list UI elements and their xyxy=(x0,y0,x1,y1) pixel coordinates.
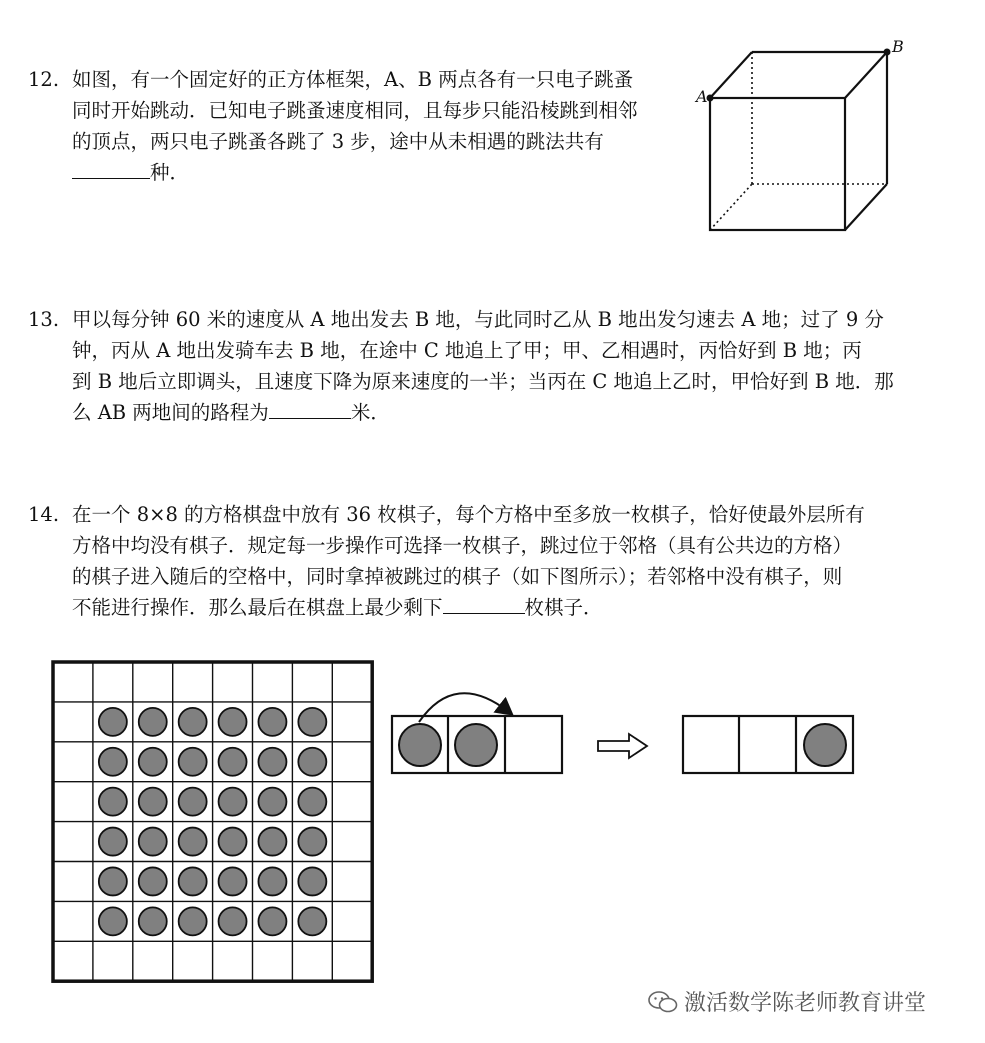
board-piece xyxy=(219,867,247,895)
board-piece xyxy=(99,867,127,895)
board-piece xyxy=(179,828,207,856)
board-piece xyxy=(139,828,167,856)
wechat-icon xyxy=(648,990,678,1014)
board-piece xyxy=(219,708,247,736)
board-piece xyxy=(298,788,326,816)
board-piece xyxy=(298,907,326,935)
board-piece xyxy=(99,788,127,816)
board-piece xyxy=(179,907,207,935)
board-piece xyxy=(179,748,207,776)
board-piece xyxy=(258,748,286,776)
board-piece xyxy=(219,788,247,816)
problem-text-line: 方格中均没有棋子．规定每一步操作可选择一枚棋子，跳过位于邻格（具有公共边的方格） xyxy=(72,534,853,557)
vertex-b-label: B xyxy=(892,37,904,56)
chessboard-8x8 xyxy=(50,659,375,984)
board-piece xyxy=(219,907,247,935)
board-piece xyxy=(179,867,207,895)
watermark-text: 激活数学陈老师教育讲堂 xyxy=(684,991,927,1016)
board-piece xyxy=(298,828,326,856)
board-piece xyxy=(99,748,127,776)
problem-number: 12. xyxy=(28,68,60,91)
vertex-b-dot xyxy=(884,49,891,56)
answer-blank[interactable] xyxy=(72,158,150,179)
problem-12 xyxy=(28,64,638,188)
board-piece xyxy=(139,748,167,776)
jump-before-figure xyxy=(385,700,570,780)
board-piece xyxy=(219,828,247,856)
board-piece xyxy=(99,907,127,935)
vertex-a-label: A xyxy=(696,87,708,106)
cube-hidden-edges xyxy=(710,52,887,230)
board-piece xyxy=(258,828,286,856)
problem-text-line: 如图，有一个固定好的正方体框架，A、B 两点各有一只电子跳蚤 xyxy=(72,68,634,91)
answer-blank[interactable] xyxy=(269,398,351,419)
problem-text-line: 么 AB 两地间的路程为 xyxy=(72,401,269,424)
answer-blank[interactable] xyxy=(443,593,525,614)
board-piece xyxy=(258,907,286,935)
board-piece xyxy=(99,828,127,856)
problem-text-suffix: 枚棋子． xyxy=(524,596,603,619)
problem-text-line: 到 B 地后立即调头，且速度下降为原来速度的一半；当丙在 C 地追上乙时，甲恰好到 B 地．那 xyxy=(72,370,894,393)
cube-edge xyxy=(710,52,752,98)
problem-text-suffix: 米． xyxy=(350,401,390,424)
board-piece xyxy=(298,708,326,736)
problem-text-line: 的顶点，两只电子跳蚤各跳了 3 步，途中从未相遇的跳法共有 xyxy=(72,130,604,153)
cube-edge xyxy=(845,52,887,98)
board-piece xyxy=(139,867,167,895)
game-piece xyxy=(455,724,497,766)
problem-text-line: 甲以每分钟 60 米的速度从 A 地出发去 B 地，与此同时乙从 B 地出发匀速去 A 地；过了 9 分 xyxy=(72,308,884,331)
problem-text-line: 在一个 8×8 的方格棋盘中放有 36 枚棋子，每个方格中至多放一枚棋子，恰好使最外层所有 xyxy=(72,503,865,526)
problem-number: 14. xyxy=(28,503,60,526)
problem-text-suffix: 种． xyxy=(150,161,190,184)
board-piece xyxy=(298,867,326,895)
game-piece xyxy=(399,724,441,766)
game-piece xyxy=(804,724,846,766)
problem-text-line: 不能进行操作．那么最后在棋盘上最少剩下 xyxy=(72,596,443,619)
cube-front-face xyxy=(710,98,845,230)
problem-text-line: 钟，丙从 A 地出发骑车去 B 地，在途中 C 地追上了甲；甲、乙相遇时，丙恰好到 B 地；丙 xyxy=(72,339,862,362)
board-piece xyxy=(139,788,167,816)
jump-arrow xyxy=(419,693,509,722)
problem-13 xyxy=(28,304,894,428)
board-piece xyxy=(179,708,207,736)
board-piece xyxy=(179,788,207,816)
board-piece xyxy=(139,708,167,736)
jump-after-figure xyxy=(680,714,860,776)
cube-figure xyxy=(690,36,920,236)
board-piece xyxy=(258,708,286,736)
board-piece xyxy=(99,708,127,736)
board-piece xyxy=(258,867,286,895)
cube-edge xyxy=(845,184,887,230)
transform-arrow-icon xyxy=(597,733,649,759)
board-piece xyxy=(258,788,286,816)
board-piece xyxy=(139,907,167,935)
problem-number: 13. xyxy=(28,308,60,331)
problem-14 xyxy=(28,499,865,623)
problem-text-line: 同时开始跳动．已知电子跳蚤速度相同，且每步只能沿棱跳到相邻 xyxy=(72,99,638,122)
watermark xyxy=(648,986,926,1017)
board-piece xyxy=(219,748,247,776)
board-piece xyxy=(298,748,326,776)
problem-text-line: 的棋子进入随后的空格中，同时拿掉被跳过的棋子（如下图所示）；若邻格中没有棋子，则 xyxy=(72,565,843,588)
